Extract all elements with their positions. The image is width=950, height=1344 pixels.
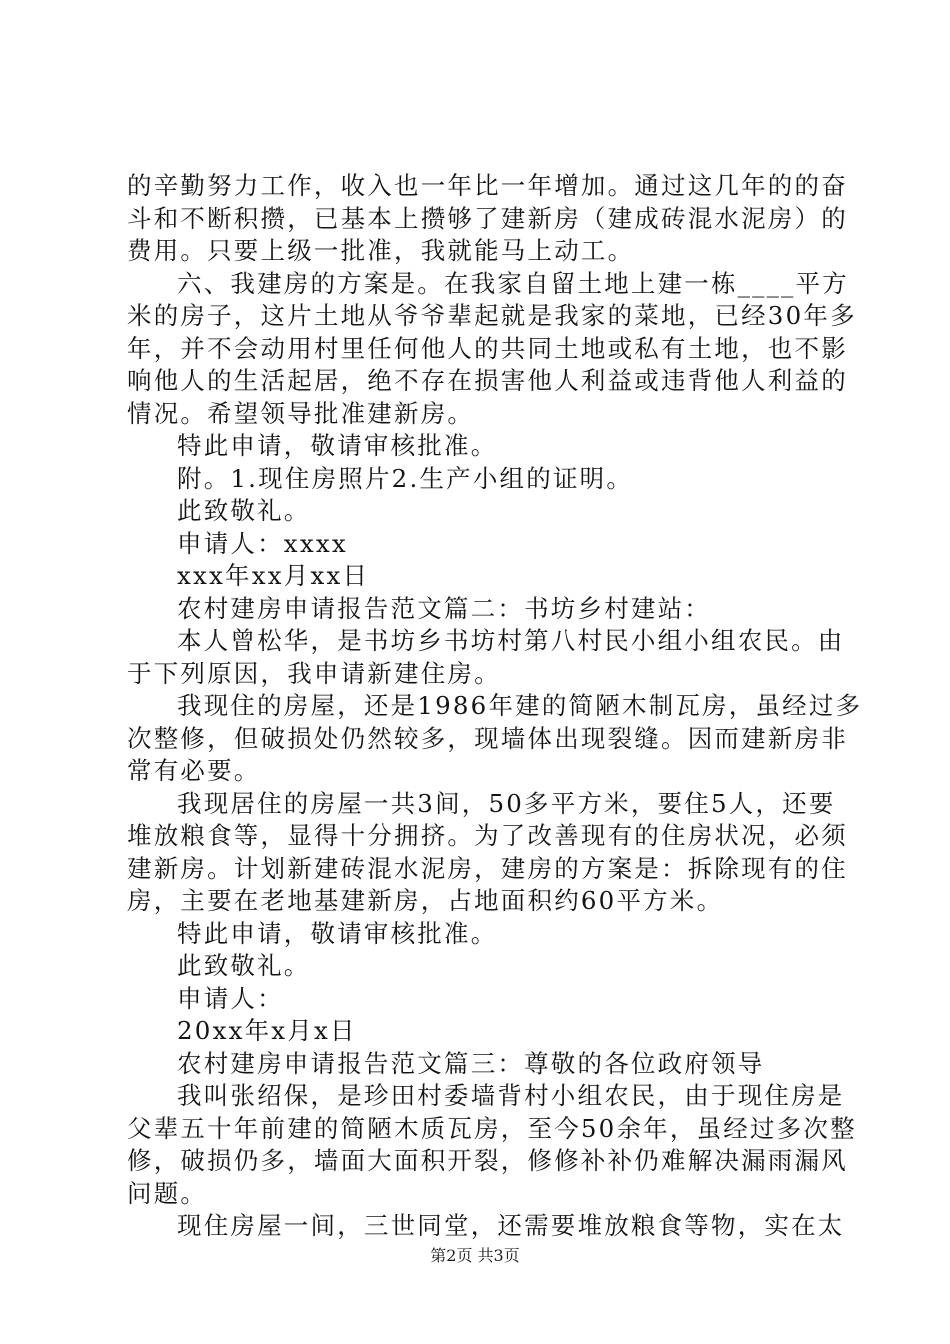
text-line: 米的房子，这片土地从爷爷辈起就是我家的菜地，已经30年多 [127,301,857,330]
text-line: 现住房屋一间，三世同堂，还需要堆放粮食等物，实在太 [177,1211,845,1240]
text-line: 此致敬礼。 [177,496,311,525]
text-line: 常有必要。 [127,756,261,785]
text-line: 修，破损仍多，墙面大面积开裂，修修补补仍难解决漏雨漏风 [127,1146,848,1175]
text-line: 于下列原因，我申请新建住房。 [127,658,501,688]
text-line: 次整修，但破损处仍然较多，现墙体出现裂缝。因而建新房非 [127,723,848,753]
text-line: 申请人： [177,983,284,1013]
text-line: 问题。 [127,1178,208,1208]
text-line: 我现居住的房屋一共3间，50多平方米，要住5人，还要 [177,788,836,818]
document-body [127,170,863,1243]
text-line: 建新房。计划新建砖混水泥房，建房的方案是：拆除现有的住 [127,853,848,883]
page-footer: 第2页 共3页 [430,1246,520,1265]
text-line: 我现住的房屋，还是1986年建的简陋木制瓦房，虽经过多 [177,691,863,720]
text-line: 此致敬礼。 [177,951,311,980]
text-line: 六、我建房的方案是。在我家自留土地上建一栋____平方 [177,268,849,298]
text-line: 附。1.现住房照片2.生产小组的证明。 [177,463,634,493]
text-line: xxx年xx月xx日 [177,561,370,590]
text-line: 响他人的生活起居，绝不存在损害他人利益或违背他人利益的 [127,366,848,395]
text-line: 申请人：xxxx [177,528,348,558]
text-line: 农村建房申请报告范文篇三：尊敬的各位政府领导 [177,1048,765,1078]
text-line: 房，主要在老地基建新房，占地面积约60平方米。 [127,886,724,915]
text-line: 的辛勤努力工作，收入也一年比一年增加。通过这几年的的奋 [127,171,848,200]
text-line: 我叫张绍保，是珍田村委墙背村小组农民，由于现住房是 [177,1081,845,1110]
text-line: 父辈五十年前建的简陋木质瓦房，至今50余年，虽经过多次整 [127,1113,857,1143]
text-line: 本人曾松华，是书坊乡书坊村第八村民小组小组农民。由 [177,626,845,655]
text-line: 情况。希望领导批准建新房。 [127,398,475,428]
text-line: 年，并不会动用村里任何他人的共同土地或私有土地，也不影 [127,333,848,363]
text-line: 20xx年x月x日 [177,1016,357,1045]
text-line: 费用。只要上级一批准，我就能马上动工。 [127,236,635,265]
text-line: 堆放粮食等，显得十分拥挤。为了改善现有的住房状况，必须 [127,821,848,850]
text-line: 农村建房申请报告范文篇二：书坊乡村建站： [177,593,711,623]
text-line: 特此申请，敬请审核批准。 [177,918,498,948]
text-line: 斗和不断积攒，已基本上攒够了建新房（建成砖混水泥房）的 [127,203,848,233]
text-line: 特此申请，敬请审核批准。 [177,431,498,460]
